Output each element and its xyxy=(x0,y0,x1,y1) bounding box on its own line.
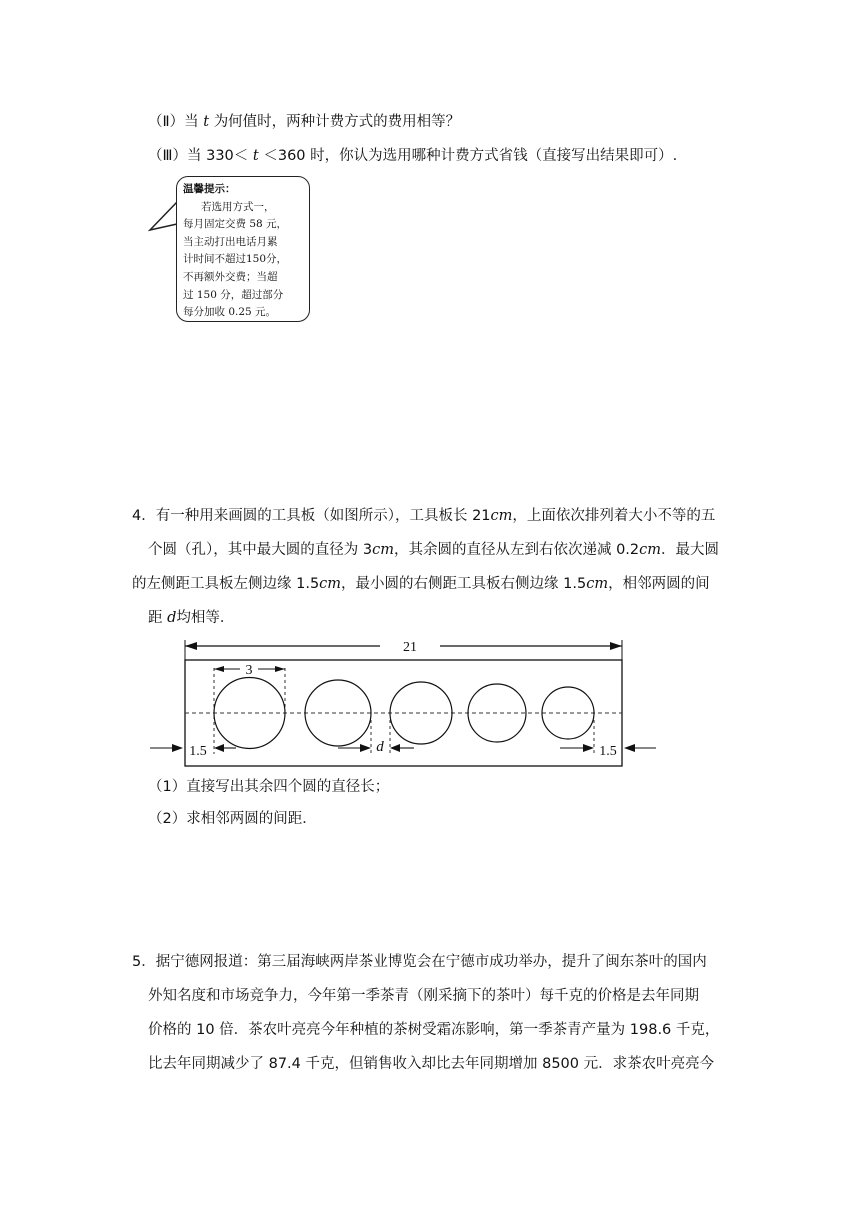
q5-line2: 外知名度和市场竞争力，今年第一季茶青（刚采摘下的茶叶）每千克的价格是去年同期 xyxy=(148,988,699,1004)
tip-line: 若选用方式一， xyxy=(201,200,275,213)
q3-part2-label: （Ⅱ）当 xyxy=(148,114,199,130)
q3-part3-label: （Ⅲ）当 330＜ xyxy=(148,148,249,164)
arrow-right-icon xyxy=(583,744,594,752)
tip-line: 过 150 分，超过部分 xyxy=(183,288,284,301)
q4-var-d: d xyxy=(167,610,177,626)
tip-line: 每分加收 0.25 元。 xyxy=(183,306,277,319)
q4-text: 的左侧距工具板左侧边缘 1.5 xyxy=(132,576,320,592)
q4-sub2: （2）求相邻两圆的间距． xyxy=(148,811,317,827)
arrow-right-icon xyxy=(360,744,371,752)
unit-cm: cm xyxy=(490,508,513,524)
length-label: 21 xyxy=(403,640,417,655)
q3-part2-var: t xyxy=(203,114,210,130)
right-margin-label: 1.5 xyxy=(599,744,617,759)
q4-text: ，最小圆的右侧距工具板右侧边缘 1.5 xyxy=(341,576,587,592)
q4-text: 4．有一种用来画圆的工具板（如图所示），工具板长 21 xyxy=(132,508,491,524)
q4-sub1: （1）直接写出其余四个圆的直径长； xyxy=(148,779,390,795)
q3-part3-text: ＜360 时，你认为选用哪种计费方式省钱（直接写出结果即可）. xyxy=(263,148,678,164)
tip-line: 每月固定交费 58 元， xyxy=(183,218,288,231)
unit-cm: cm xyxy=(319,576,342,592)
circle-3 xyxy=(390,682,452,744)
q3-part3-var: t xyxy=(252,148,259,164)
q5-line3: 价格的 10 倍．茶农叶亮亮今年种植的茶树受霜冻影响，第一季茶青产量为 198.6 千克， xyxy=(148,1022,720,1038)
q4-text: 均相等． xyxy=(176,610,235,626)
q4-text: 个圆（孔），其中最大圆的直径为 3 xyxy=(148,542,373,558)
q4-text: ，其余圆的直径从左到右依次递减 0.2 xyxy=(393,542,640,558)
unit-cm: cm xyxy=(372,542,394,558)
arrow-left-icon xyxy=(214,666,224,672)
tip-title: 温馨提示： xyxy=(183,183,236,195)
q5-line4: 比去年同期减少了 87.4 千克，但销售收入却比去年同期增加 8500 元．求茶农叶亮亮今 xyxy=(148,1056,715,1072)
q4-text: 距 xyxy=(148,610,163,626)
gap-label: d xyxy=(376,739,384,755)
unit-cm: cm xyxy=(586,576,609,592)
arrow-right-icon xyxy=(610,642,622,650)
q4-text: ．最大圆 xyxy=(661,542,720,558)
diameter-label: 3 xyxy=(245,663,253,678)
arrow-right-icon xyxy=(275,666,285,672)
left-margin-label: 1.5 xyxy=(189,744,207,759)
tip-line: 当主动打出电话月累 xyxy=(183,235,278,248)
tip-line: 计时间不超过150分， xyxy=(183,253,288,266)
q4-text: ，相邻两圆的间 xyxy=(608,576,710,592)
q4-text: ，上面依次排列着大小不等的五 xyxy=(512,508,716,524)
arrow-right-icon xyxy=(172,744,183,752)
tip-line: 不再额外交费；当超 xyxy=(183,270,278,283)
unit-cm: cm xyxy=(639,542,662,558)
arrow-left-icon xyxy=(185,642,197,650)
q5-line1: 5．据宁德网报道：第三届海峡两岸茶业博览会在宁德市成功举办，提升了闽东茶叶的国内 xyxy=(132,954,707,970)
q3-part2-text: 为何值时，两种计费方式的费用相等？ xyxy=(213,114,461,130)
